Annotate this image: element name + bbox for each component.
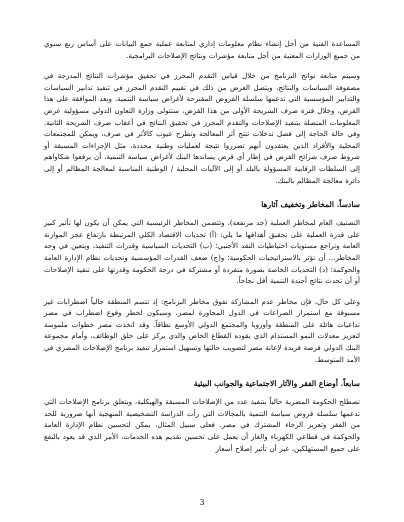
paragraph-risk-rating: التصنيف العام لمخاطر العملية (جد مرتفعة)، وتتضمن المخاطر الرئيسية التي يمكن أن يكون لها تأثير كبير على قدرة العملية على تحقيق أهدافها ما يلي: (أ) تحديات الاقتصاد الكلي المرتبطة بارتفاع عجز الموازنة العامة وتراجع مستويات احتياطيات النقد الأجنبي؛ (ب) التحديات السياسية وقدرات التنفيذ، ويتعين في وجه المخاطر... أن تؤثر بالاستراتيجيات الحكومية؛ و(ج) ضعف القدرات المؤسسية وتحديات نظام الإدارة العامة والحوكمة؛ (د) التحديات الخاصة بصورة منفردة أو مشتركة في درجة الحكومة وقدرتها على تنفيذ الإصلاحات أو أن تحدث نتائج أجندة التنمية أقل نجاحاً. [44,218,360,286]
spacer [44,365,360,374]
paragraph-risk-tradeoff: وعلى كل حال، فإن مخاطر عدم المشاركة تفوق مخاطر البرنامج: إذ تتسم المنطقة حالياً اضطرابات غير مسبوقة مع استمرار الصراعات في الدول المجاورة لمصر، وسيكون لخطر وقوع اضطراب في مصر تداعيات هائلة على المنطقة وأوروبا والمجتمع الدولي الأوسع نطاقاً. وقد اتخذت مصر خطوات ملموسة لتعزيز معدلات النمو المستدام الذي يقوده القطاع الخاص والذي يركز على خلق الوظائف، وأمام مجموعة البنك الدولي فرصة فريدة لإعانة مصر لتصويب حالتها وتسهيل استمرار تنفيذ برنامج الإصلاحات المصري في الأمد المتوسط. [44,296,360,364]
paragraph-technical-assistance: المساعدة الفنية من أجل إنشاء نظام معلومات إداري لمتابعة عملية جمع البيانات على أساس ربع سنوي من جميع الوزارات المعنية من أجل متابعة مؤشرات ونتائج الإصلاحات البرامجية. [44,39,360,60]
page-number: 3 [199,498,205,507]
paragraph-poverty-reforms: تصطلح الحكومة المصرية حالياً بتنفيذ عدد من الإصلاحات المسبقة والهيكلية، ويتعلق برنامج الإصلاحات التي تدعمها سلسلة قروض سياسة التنمية بالمجالات التي رأت الدراسة التشخيصية المنهجية أنها ضرورية للحد من الفقر وتعزيز الرخاء المشترك في مصر. فعلى سبيل المثال، يمكن لتحسين نظام الإدارة العامة والحوكمة في قطاعي الكهرباء والغاز أن يعمل على تحسين تقديم هذه الخدمات، الأمر الذي قد يعود بالنفع على جميع المستهلكين، غير أن تأثير إصلاح أسعار [44,397,360,453]
section-heading-poverty: سابعاً. أوضاع الفقر والآثار الاجتماعية والجوانب البيئية [193,379,360,389]
section-heading-risks: سادساً. المخاطر وتخفيف آثارها [261,200,360,210]
spacer [44,61,360,70]
spacer [44,186,360,195]
paragraph-program-monitoring: وسيتم متابعة نواتج البرنامج من خلال قياس التقدم المحرز في تحقيق مؤشرات النتائج المدرجة في مصفوفة السياسات والنتائج، ويتصل الغرض من ذلك في تقييم التقدم المحرز في تنفيذ تدابير السياسات والتدابير المؤسسية التي تدعمها سلسلة القروض المقترحة لأغراض سياسة التنمية. وبعد الموافقة على هذا القرض، وخلال فترة صرف الشريحة الأولى من هذا القرض، ستتولى وزارة التعاون الدولي مسؤولية عرض المعلومات المتصلة بتنفيذ الإصلاحات والتقدم المحرز في تحقيق النتائج في أعقاب صرف الشريحة الثانية. وفي حالة الحاجة إلى فصل تدخلات تنتج أثر المعالجة وتطرح عيوب كالأثر في صرف، ويمكن للمجتمعات المحلية والأفراد الذين يعتقدون أنهم تضرروا نتيجة لعمليات وطنية محددة، مثل الإجراءات المسبقة أو شروط صرف شرائح القرض في إطار أي قرض يساندها البنك لأغراض سياسة التنمية، أن يرفعوا شكاواهم إلى السلطات الرقابية المسؤولة بالبلد أو إلى الآليات المحلية / الوطنية المناسبة لمعالجة المظالم أو إلى دائرة معالجة المظالم بالبنك. [44,71,360,185]
spacer [44,287,360,296]
